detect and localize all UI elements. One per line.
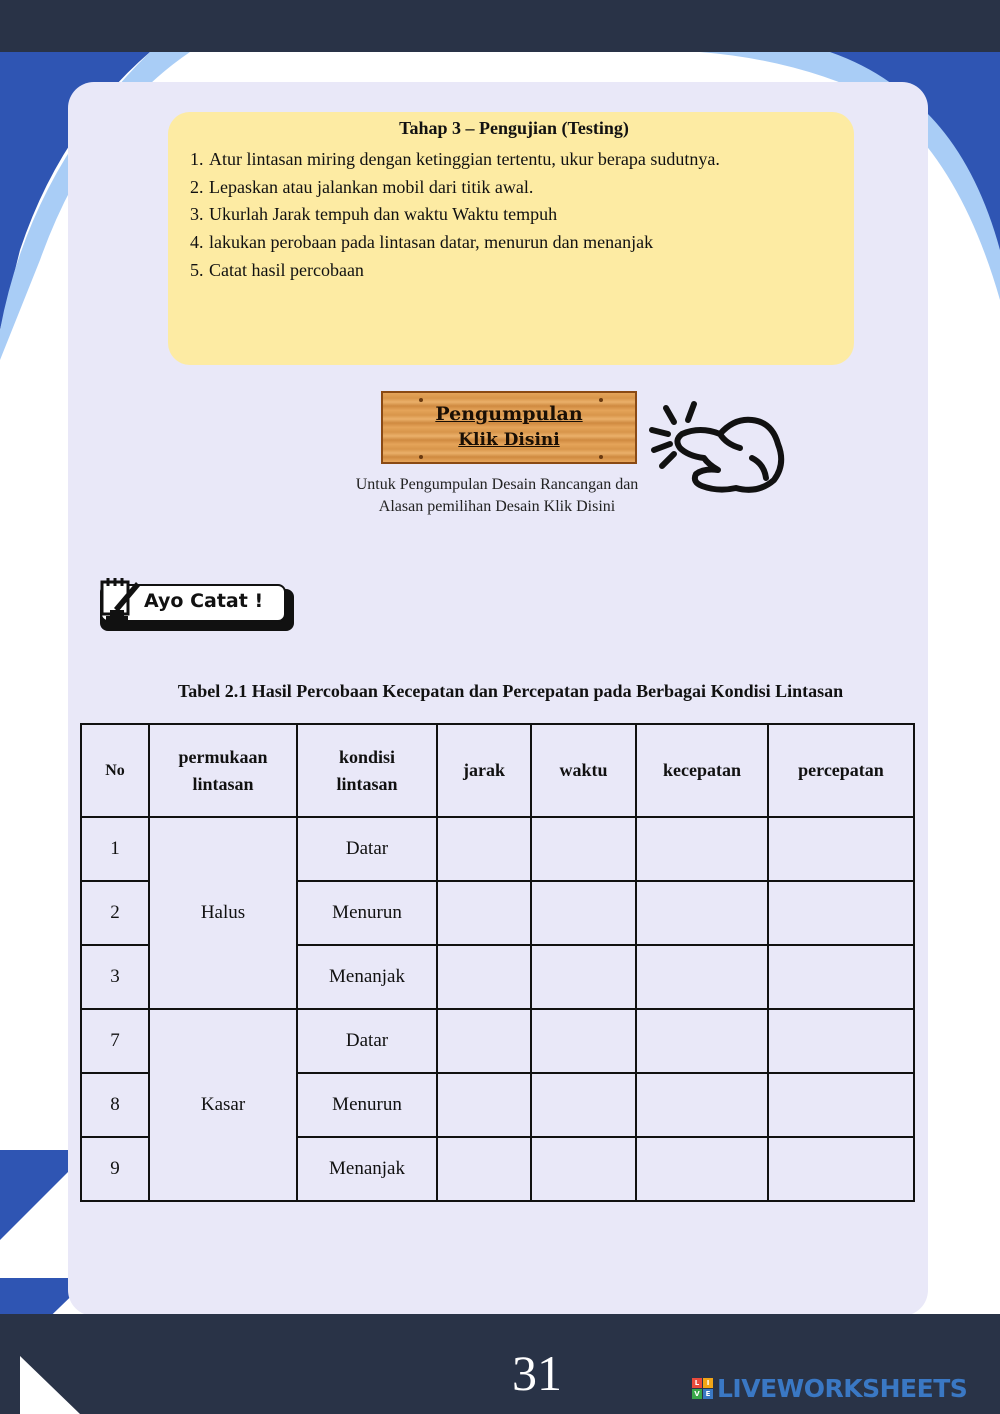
cell-condition: Menanjak: [297, 1137, 437, 1201]
cell-no: 7: [81, 1009, 149, 1073]
cell-distance-input[interactable]: [437, 1009, 531, 1073]
liveworksheets-icon: [692, 1378, 713, 1399]
header-condition-line: lintasan: [336, 773, 398, 794]
submit-button[interactable]: [381, 391, 637, 464]
cell-velocity-input[interactable]: [636, 817, 768, 881]
cell-time-input[interactable]: [531, 817, 636, 881]
cell-surface: Kasar: [149, 1009, 297, 1201]
list-item: [190, 174, 720, 202]
cell-surface: Halus: [149, 817, 297, 1009]
cell-distance-input[interactable]: [437, 1073, 531, 1137]
ayo-catat-badge: [100, 576, 296, 632]
cell-condition: Datar: [297, 817, 437, 881]
cell-time-input[interactable]: [531, 1009, 636, 1073]
header-surface: [149, 724, 297, 817]
nail-icon: [599, 398, 603, 402]
caption-line: Alasan pemilihan Desain Klik Disini: [378, 498, 616, 515]
results-table: [80, 723, 915, 1202]
cell-distance-input[interactable]: [437, 945, 531, 1009]
cell-time-input[interactable]: [531, 881, 636, 945]
list-item: [190, 201, 720, 229]
cell-acceleration-input[interactable]: [768, 1009, 914, 1073]
page-number: 31: [512, 1345, 562, 1401]
header-surface-line: lintasan: [192, 773, 254, 794]
cell-no: 1: [81, 817, 149, 881]
notepad-pencil-icon: [100, 576, 142, 622]
nail-icon: [599, 455, 603, 459]
list-item: [190, 146, 720, 174]
pointing-hand-icon: [648, 400, 788, 496]
cell-no: 8: [81, 1073, 149, 1137]
steps-list: [190, 146, 720, 285]
cell-velocity-input[interactable]: [636, 1137, 768, 1201]
table-header-row: [81, 724, 914, 817]
header-condition-line: kondisi: [338, 746, 396, 767]
cell-time-input[interactable]: [531, 1073, 636, 1137]
cell-velocity-input[interactable]: [636, 945, 768, 1009]
step-text: Catat hasil percobaan: [209, 259, 364, 280]
header-distance: jarak: [437, 724, 531, 817]
table-row: [81, 817, 914, 881]
caption-line: Untuk Pengumpulan Desain Rancangan dan: [355, 476, 639, 493]
steps-title: Tahap 3 – Pengujian (Testing): [399, 118, 629, 138]
header-no: No: [81, 724, 149, 817]
header-time: waktu: [531, 724, 636, 817]
header-condition: [297, 724, 437, 817]
step-text: Ukurlah Jarak tempuh dan waktu Waktu tempuh: [209, 204, 558, 225]
header-velocity: kecepatan: [636, 724, 768, 817]
step-number: 4.: [190, 232, 204, 253]
cell-condition: Menanjak: [297, 945, 437, 1009]
cell-no: 2: [81, 881, 149, 945]
submit-button-action: Klik Disini: [458, 430, 560, 450]
liveworksheets-logo[interactable]: [692, 1374, 967, 1403]
cell-acceleration-input[interactable]: [768, 1073, 914, 1137]
list-item: [190, 229, 720, 257]
cell-distance-input[interactable]: [437, 1137, 531, 1201]
badge-label: Ayo Catat !: [144, 590, 264, 612]
logo-letter: V: [692, 1389, 702, 1399]
step-number: 5.: [190, 259, 204, 280]
cell-velocity-input[interactable]: [636, 1009, 768, 1073]
cell-acceleration-input[interactable]: [768, 881, 914, 945]
step-text: lakukan perobaan pada lintasan datar, menurun dan menanjak: [209, 232, 654, 253]
cell-velocity-input[interactable]: [636, 1073, 768, 1137]
logo-letter: I: [703, 1378, 713, 1388]
nail-icon: [419, 455, 423, 459]
cell-distance-input[interactable]: [437, 817, 531, 881]
header-acceleration: percepatan: [768, 724, 914, 817]
cell-distance-input[interactable]: [437, 881, 531, 945]
list-item: [190, 257, 720, 285]
logo-letter: E: [703, 1389, 713, 1399]
cell-no: 3: [81, 945, 149, 1009]
cell-acceleration-input[interactable]: [768, 817, 914, 881]
cell-condition: Datar: [297, 1009, 437, 1073]
header-surface-line: permukaan: [178, 746, 268, 767]
step-text: Atur lintasan miring dengan ketinggian tertentu, ukur berapa sudutnya.: [209, 149, 720, 169]
submit-caption: [297, 474, 697, 518]
cell-time-input[interactable]: [531, 945, 636, 1009]
table-row: [81, 1009, 914, 1073]
cell-time-input[interactable]: [531, 1137, 636, 1201]
cell-condition: Menurun: [297, 1073, 437, 1137]
cell-acceleration-input[interactable]: [768, 945, 914, 1009]
cell-acceleration-input[interactable]: [768, 1137, 914, 1201]
step-number: 3.: [190, 204, 204, 225]
step-text: Lepaskan atau jalankan mobil dari titik awal.: [209, 176, 534, 197]
table-caption: Tabel 2.1 Hasil Percobaan Kecepatan dan Percepatan pada Berbagai Kondisi Lintasan: [177, 681, 844, 701]
cell-condition: Menurun: [297, 881, 437, 945]
step-number: 1.: [190, 149, 204, 169]
submit-button-title: Pengumpulan: [435, 403, 583, 425]
nail-icon: [419, 398, 423, 402]
liveworksheets-text: LIVEWORKSHEETS: [717, 1374, 968, 1403]
step-number: 2.: [190, 176, 204, 197]
cell-no: 9: [81, 1137, 149, 1201]
cell-velocity-input[interactable]: [636, 881, 768, 945]
logo-letter: L: [692, 1378, 702, 1388]
